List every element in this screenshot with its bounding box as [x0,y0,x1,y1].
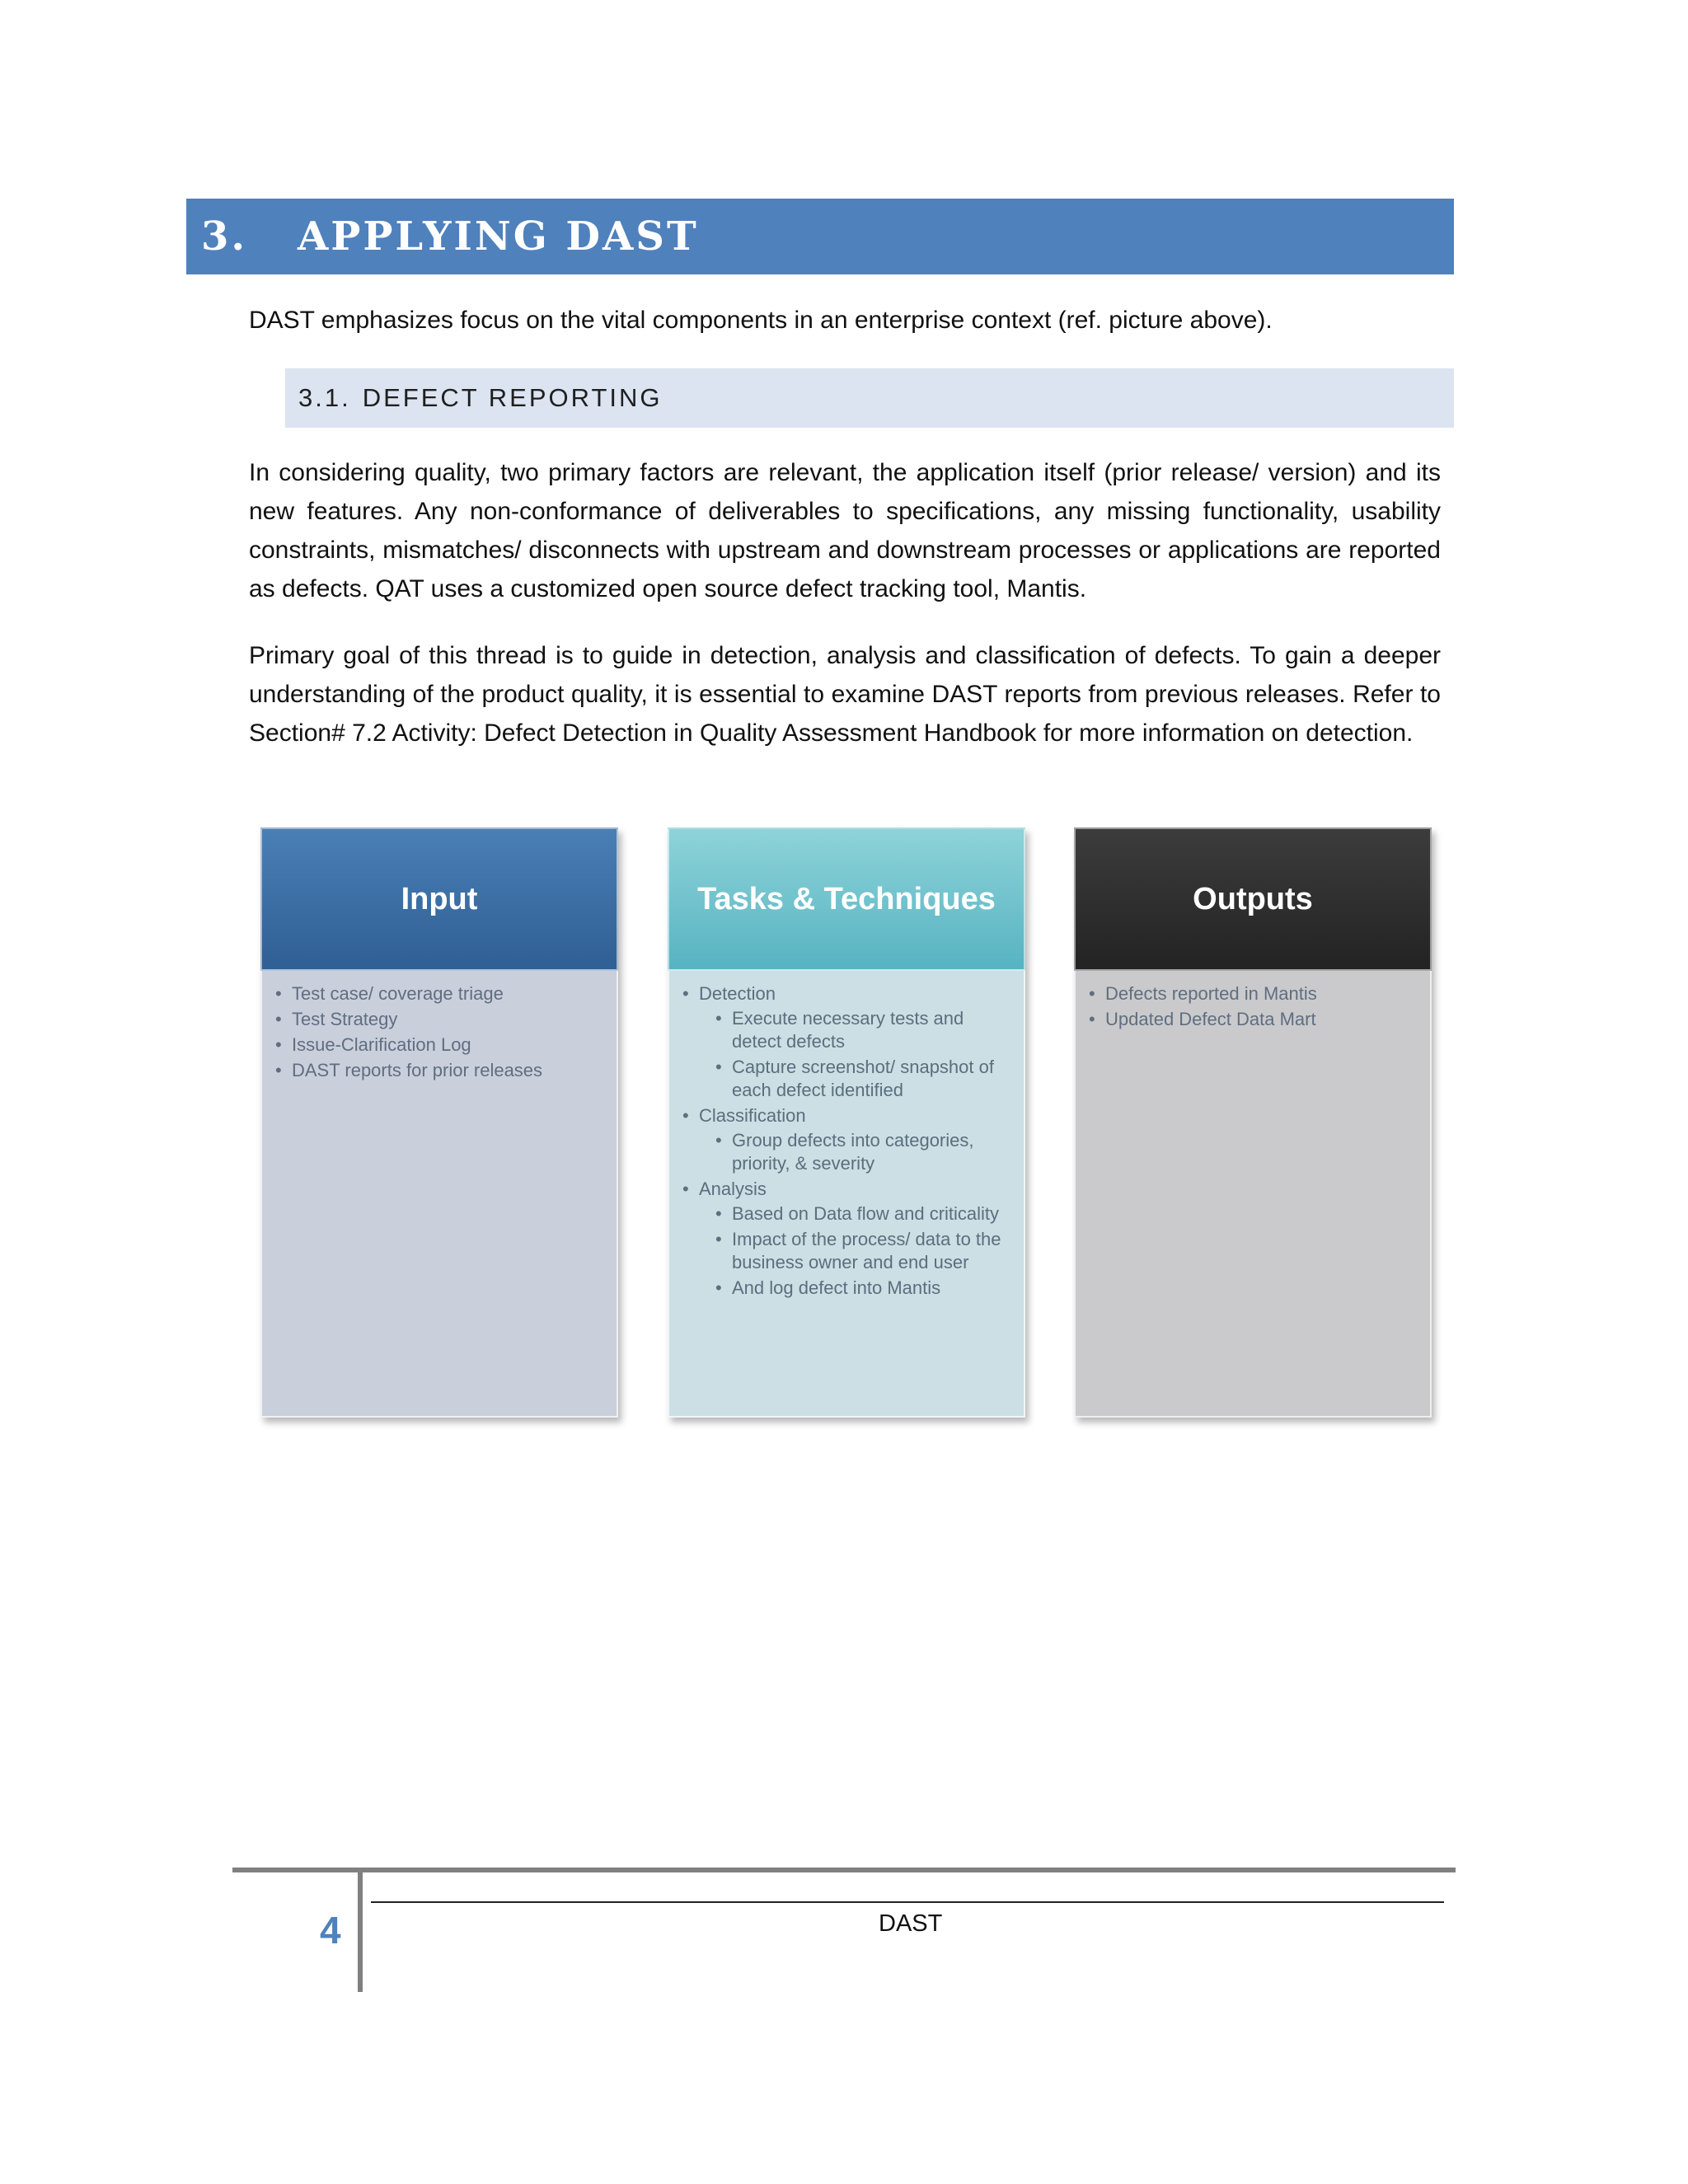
group-label: Detection [699,983,776,1004]
tasks-group-detection [681,982,1012,1102]
list-item: • Impact of the process/ data to the business owner and end user [714,1228,1012,1274]
sub-list [699,1202,1012,1300]
list-item: • Test Strategy [274,1008,605,1031]
list-item: • Group defects into categories, priority, & severity [714,1129,1012,1175]
list-item: • Defects reported in Mantis [1087,982,1418,1005]
subsection-heading [285,368,1454,428]
section-number: 3. [201,213,248,260]
list-item: • Execute necessary tests and detect defects [714,1007,1012,1053]
input-list [274,982,605,1082]
input-card [260,827,618,1418]
section-title: APPLYING DAST [298,213,699,260]
paragraph-quality: In considering quality, two primary factors are relevant, the application itself (prior release/ version) and its new features. Any non-conformance of deliverables to specifications, any missing functionality, usability constraints, mismatches/ disconnects with upstream and downstream processes or applications are reported as defects. QAT uses a customized open source defect tracking tool, Mantis. [249,459,1441,602]
section-intro: DAST emphasizes focus on the vital components in an enterprise context (ref. picture above). [249,307,1273,334]
outputs-card-body [1074,971,1432,1418]
outputs-list [1087,982,1418,1031]
paragraph-goal: Primary goal of this thread is to guide in detection, analysis and classification of defects. To gain a deeper understanding of the product quality, it is essential to examine DAST reports from previous releases. Refer to Section# 7.2 Activity: Defect Detection in Quality Assessment Handbook for more information on detection. [249,642,1441,747]
sub-list [699,1129,1012,1175]
page-number: 4 [320,1909,341,1952]
list-item: • Issue-Clarification Log [274,1033,605,1057]
footer-label: DAST [879,1910,943,1937]
list-item: • Capture screenshot/ snapshot of each defect identified [714,1056,1012,1102]
tasks-card-title: Tasks & Techniques [668,827,1025,971]
list-item: • Based on Data flow and criticality [714,1202,1012,1226]
outputs-card-title: Outputs [1074,827,1432,971]
subsection-number: 3.1. [298,383,351,412]
tasks-card [668,827,1025,1418]
input-card-body [260,971,618,1418]
tasks-list [681,982,1012,1300]
list-item: • Test case/ coverage triage [274,982,605,1005]
list-item: • Updated Defect Data Mart [1087,1008,1418,1031]
footer-line [371,1901,1444,1903]
section-heading [186,199,1454,274]
footer-divider [358,1872,363,1992]
sub-list [699,1007,1012,1102]
tasks-group-analysis [681,1178,1012,1300]
outputs-card [1074,827,1432,1418]
tasks-group-classification [681,1104,1012,1175]
footer-rule [232,1868,1456,1872]
group-label: Analysis [699,1179,767,1199]
input-card-title: Input [260,827,618,971]
list-item: • DAST reports for prior releases [274,1059,605,1082]
subsection-title: DEFECT REPORTING [362,383,663,412]
group-label: Classification [699,1105,806,1126]
tasks-card-body [668,971,1025,1418]
list-item: • And log defect into Mantis [714,1277,1012,1300]
